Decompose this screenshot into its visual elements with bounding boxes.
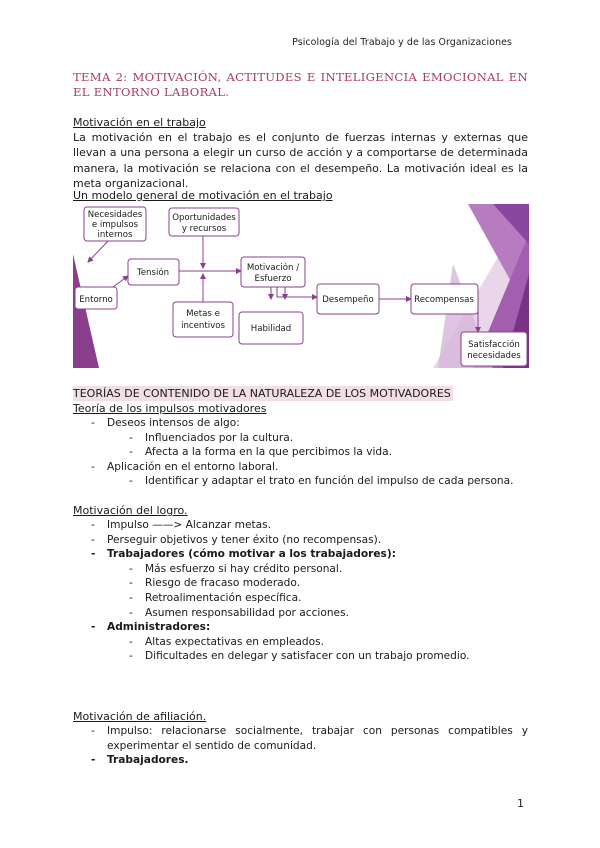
label-motivacion-1: Motivación / bbox=[246, 263, 300, 273]
bullet-dash: - bbox=[129, 475, 133, 488]
bullet-dash: - bbox=[91, 519, 95, 531]
motivation-model-diagram bbox=[73, 204, 529, 368]
list-item: - Trabajadores (cómo motivar a los trabajadores): bbox=[91, 548, 396, 561]
list-item: - Administradores: bbox=[91, 621, 211, 634]
list-item: - Influenciados por la cultura. bbox=[129, 431, 294, 444]
impulsos-heading: Teoría de los impulsos motivadores bbox=[73, 402, 267, 415]
list-item: - Retroalimentación específica. bbox=[129, 591, 302, 604]
list-item: - Afecta a la forma en la que percibimos la vida. bbox=[129, 446, 392, 459]
bullet-dash: - bbox=[129, 591, 133, 604]
list-item: - Altas expectativas en empleados. bbox=[129, 635, 324, 648]
bullet-dash: - bbox=[129, 446, 133, 459]
label-metas-1: Metas e bbox=[186, 309, 220, 319]
bullet-dash: - bbox=[129, 635, 133, 648]
section-paragraph-motivacion: La motivación en el trabajo es el conjunto de fuerzas internas y externas que llevan a una persona a elegir un curso de acción y a comportarse de determinada manera, la motivación se relaciona con el desempeño. La motivación ideal es la meta organizacional. bbox=[73, 131, 528, 190]
label-recompensas: Recompensas bbox=[414, 295, 474, 305]
list-item: - Impulso: relacionarse socialmente, trabajar con personas compatibles y experimentar el sentido de comunidad. bbox=[91, 725, 528, 752]
bullet-dash: - bbox=[91, 417, 95, 429]
list-item: - Impulso ——> Alcanzar metas. bbox=[91, 519, 271, 531]
label-necesidades-3: internos bbox=[97, 230, 133, 240]
bullet-dash: - bbox=[129, 431, 133, 444]
section-heading-motivacion: Motivación en el trabajo bbox=[73, 116, 206, 129]
list-item: - Identificar y adaptar el trato en función del impulso de cada persona. bbox=[129, 475, 514, 488]
running-header: Psicología del Trabajo y de las Organizaciones bbox=[292, 37, 512, 48]
label-entorno: Entorno bbox=[79, 295, 113, 305]
label-oportunidades-2: y recursos bbox=[181, 224, 227, 234]
bullet-dash: - bbox=[91, 548, 96, 561]
label-motivacion-2: Esfuerzo bbox=[254, 274, 292, 284]
label-metas-2: incentivos bbox=[181, 321, 225, 331]
decorative-left-triangle bbox=[73, 254, 99, 368]
list-item: - Más esfuerzo si hay crédito personal. bbox=[129, 562, 343, 575]
bullet-dash: - bbox=[91, 460, 95, 473]
label-satisfaccion-2: necesidades bbox=[467, 351, 521, 361]
bullet-dash: - bbox=[91, 621, 96, 634]
label-tension: Tensión bbox=[136, 268, 170, 278]
bullet-dash: - bbox=[91, 754, 96, 767]
label-necesidades-1: Necesidades bbox=[87, 210, 143, 220]
label-necesidades-2: e impulsos bbox=[91, 220, 139, 230]
bullet-dash: - bbox=[91, 533, 95, 546]
page-number: 1 bbox=[517, 797, 524, 810]
box-metas bbox=[173, 302, 233, 337]
list-item: - Riesgo de fracaso moderado. bbox=[129, 577, 301, 590]
label-habilidad: Habilidad bbox=[250, 324, 292, 334]
bullet-dash: - bbox=[129, 606, 133, 619]
logro-list bbox=[73, 518, 528, 664]
section-heading-modelo: Un modelo general de motivación en el trabajo bbox=[73, 189, 333, 202]
chapter-title: TEMA 2: MOTIVACIÓN, ACTITUDES E INTELIGENCIA EMOCIONAL EN EL ENTORNO LABORAL. bbox=[73, 70, 528, 99]
label-satisfaccion-1: Satisfacción bbox=[468, 340, 520, 350]
afiliacion-list bbox=[73, 724, 528, 768]
bullet-dash: - bbox=[129, 577, 133, 590]
list-item: - Aplicación en el entorno laboral. bbox=[91, 460, 279, 473]
impulsos-list bbox=[73, 416, 528, 489]
bullet-dash: - bbox=[129, 650, 133, 663]
list-item: - Dificultades en delegar y satisfacer con un trabajo promedio. bbox=[129, 650, 470, 663]
list-item: - Perseguir objetivos y tener éxito (no recompensas). bbox=[91, 533, 382, 546]
label-oportunidades-1: Oportunidades bbox=[172, 213, 236, 223]
list-item: - Deseos intensos de algo: bbox=[91, 417, 240, 429]
logro-heading: Motivación del logro. bbox=[73, 504, 188, 517]
list-item: - Asumen responsabilidad por acciones. bbox=[129, 606, 349, 619]
list-item: - Trabajadores. bbox=[91, 754, 189, 767]
theories-heading: TEORÍAS DE CONTENIDO DE LA NATURALEZA DE LOS MOTIVADORES bbox=[73, 387, 451, 400]
label-desempeno: Desempeño bbox=[322, 295, 374, 305]
afiliacion-heading: Motivación de afiliación. bbox=[73, 710, 207, 723]
bullet-dash: - bbox=[91, 725, 95, 737]
bullet-dash: - bbox=[129, 562, 133, 575]
